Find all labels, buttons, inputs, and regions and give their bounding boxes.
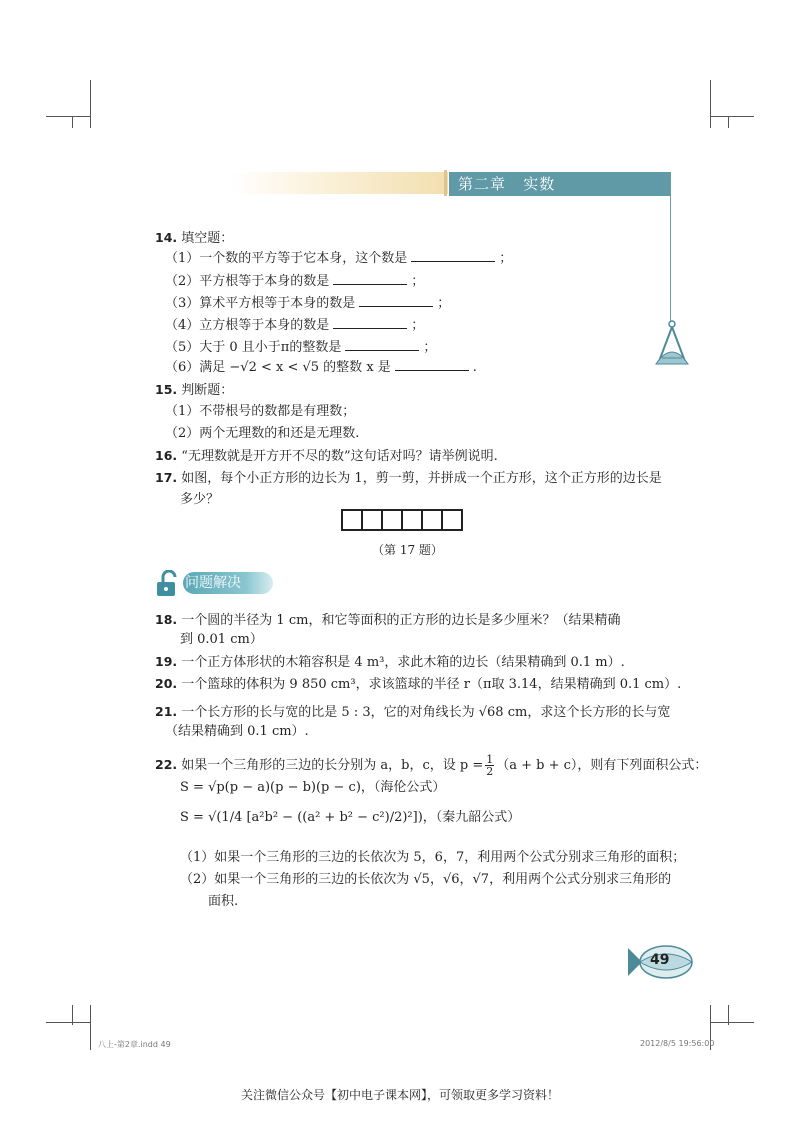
answer-blank[interactable] (359, 294, 433, 307)
heron-formula: S = √p(p − a)(p − b)(p − c)，（海伦公式） (180, 780, 446, 795)
question-22-item-2-line-2: 面积. (208, 894, 239, 909)
question-15-item-2: （2）两个无理数的和还是无理数. (165, 426, 360, 441)
unit-square (421, 509, 443, 531)
crop-mark (728, 116, 729, 128)
question-18-line-2: 到 0.01 cm） (180, 632, 263, 647)
crop-mark (90, 80, 91, 128)
question-14-item-4: （4）立方根等于本身的数是 ； (165, 318, 425, 333)
crop-mark (710, 1022, 754, 1023)
fraction-one-half: $\frac{1}{2}$ (486, 753, 494, 778)
crop-mark (90, 1005, 91, 1050)
answer-blank[interactable] (333, 272, 407, 285)
crop-mark (710, 116, 754, 117)
chapter-title: 第二章 实数 (458, 175, 556, 193)
compass-icon (652, 318, 692, 370)
footer-timestamp: 2012/8/5 19:56:00 (640, 1039, 715, 1048)
unit-square (361, 509, 383, 531)
unit-square (441, 509, 463, 531)
crop-mark (46, 1022, 90, 1023)
question-14-item-3: （3）算术平方根等于本身的数是 ； (165, 296, 451, 311)
unlock-icon (155, 570, 185, 598)
crop-mark (710, 80, 711, 128)
qin-jiushao-formula: S = √(1/4 [a²b² − ((a² + b² − c²)/2)²])，（秦九韶公式） (180, 810, 521, 825)
question-14-title: 14. 填空题： (155, 230, 234, 246)
section-title: 问题解决 (185, 575, 241, 591)
crop-mark (46, 116, 90, 117)
unit-square (341, 509, 363, 531)
question-14-item-1: （1）一个数的平方等于它本身，这个数是 ； (165, 251, 513, 266)
unit-square (381, 509, 403, 531)
question-14-item-5: （5）大于 0 且小于π的整数是 ； (165, 340, 437, 355)
question-16: 16. “无理数就是开方开不尽的数”这句话对吗？请举例说明. (155, 448, 498, 464)
bottom-note: 关注微信公众号【初中电子课本网】，可领取更多学习资料！ (240, 1088, 559, 1102)
answer-blank[interactable] (411, 249, 495, 262)
answer-blank[interactable] (333, 316, 407, 329)
page-number: 49 (650, 952, 670, 968)
question-15-title: 15. 判断题： (155, 382, 234, 398)
question-19: 19. 一个正方体形状的木箱容积是 4 m³，求此木箱的边长（结果精确到 0.1 m）. (155, 654, 625, 670)
question-18-line-1: 18. 一个圆的半径为 1 cm，和它等面积的正方形的边长是多少厘米？（结果精确 (155, 612, 621, 628)
question-22-item-1: （1）如果一个三角形的三边的长依次为 5，6，7，利用两个公式分别求三角形的面积； (180, 850, 686, 865)
question-22-line-1: 22. 如果一个三角形的三边的长分别为 a，b，c，设 p = $\frac{1}{2}$ （a + b + c），则有下列面积公式： (155, 753, 708, 778)
header-separator (444, 170, 447, 196)
question-20: 20. 一个篮球的体积为 9 850 cm³，求该篮球的半径 r（π取 3.14，结果精确到 0.1 cm）. (155, 676, 682, 692)
question-21-line-2: （结果精确到 0.1 cm）. (165, 724, 309, 739)
figure-caption: （第 17 题） (372, 543, 443, 557)
margin-rule (670, 172, 671, 322)
question-15-item-1: （1）不带根号的数都是有理数； (165, 404, 356, 419)
answer-blank[interactable] (395, 358, 469, 371)
question-17-line-1: 17. 如图，每个小正方形的边长为 1，剪一剪，并拼成一个正方形，这个正方形的边长是 (155, 470, 662, 486)
question-14-item-6: （6）满足 −√2 < x < √5 的整数 x 是 . (165, 360, 477, 375)
answer-blank[interactable] (345, 338, 419, 351)
header-decoration (230, 172, 448, 194)
question-17-line-2: 多少？ (180, 492, 220, 507)
crop-mark (72, 116, 73, 128)
footer-file-name: 八上-第2章.indd 49 (98, 1040, 171, 1049)
unit-square (401, 509, 423, 531)
question-21-line-1: 21. 一个长方形的长与宽的比是 5 : 3，它的对角线长为 √68 cm，求这个长方形的长与宽 (155, 704, 671, 720)
question-22-item-2-line-1: （2）如果一个三角形的三边的长依次为 √5，√6，√7，利用两个公式分别求三角形的 (180, 872, 672, 887)
question-14-item-2: （2）平方根等于本身的数是 ； (165, 274, 425, 289)
